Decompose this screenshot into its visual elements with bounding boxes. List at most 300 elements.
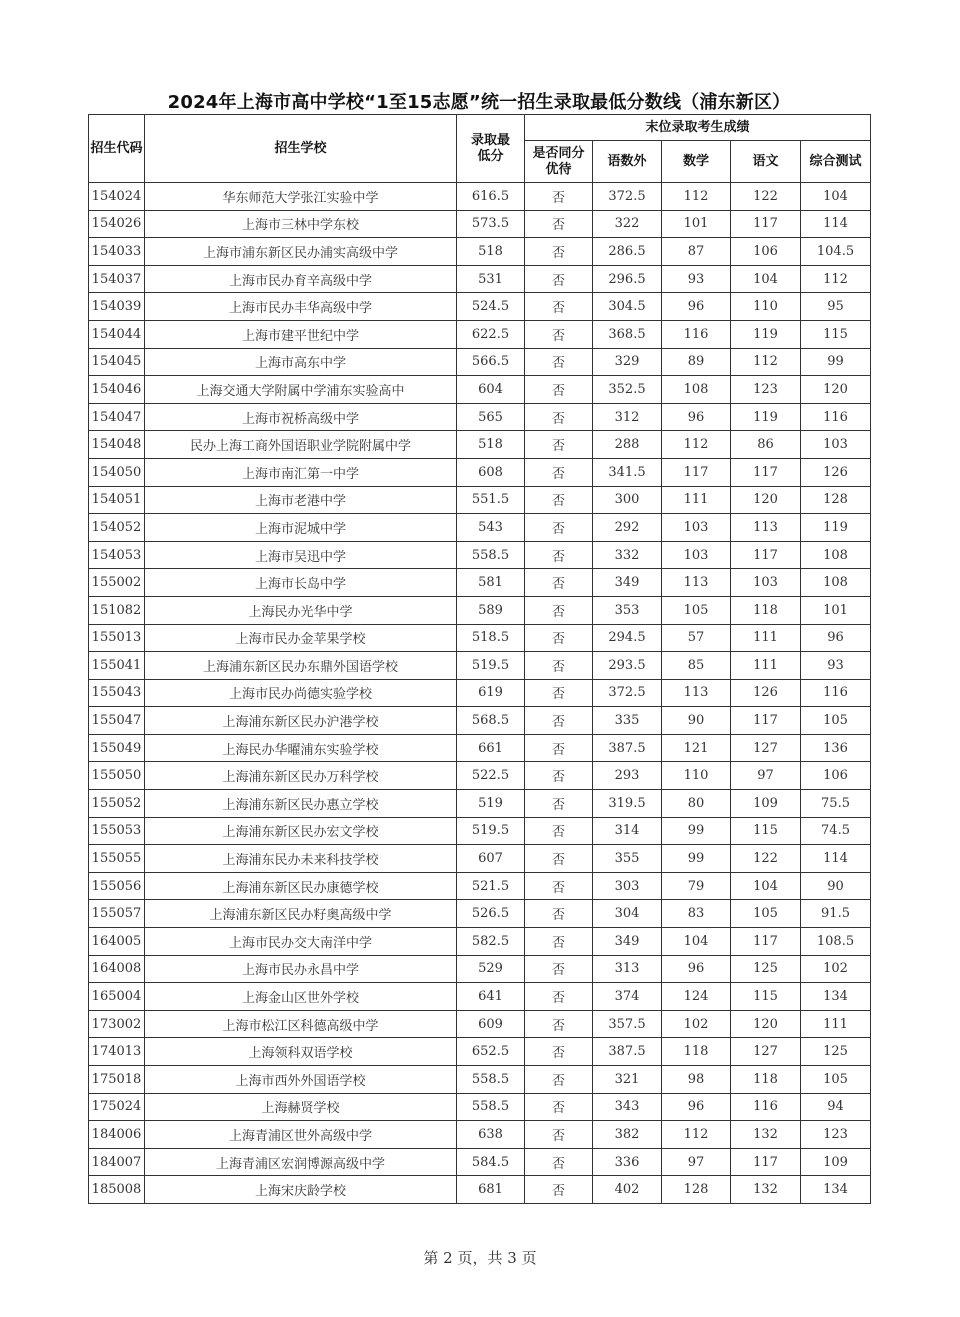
cell-code: 175024: [89, 1093, 145, 1121]
cell-composite: 96: [801, 624, 871, 652]
cell-school: 上海市长岛中学: [145, 569, 457, 597]
cell-code: 184007: [89, 1148, 145, 1176]
cell-same-priority: 否: [525, 1038, 593, 1066]
cell-min-score: 568.5: [457, 707, 525, 735]
cell-composite: 112: [801, 265, 871, 293]
cell-math: 128: [662, 1176, 731, 1204]
cell-code: 154037: [89, 265, 145, 293]
cell-min-score: 641: [457, 983, 525, 1011]
cell-chinese: 123: [731, 376, 801, 404]
cell-math: 89: [662, 348, 731, 376]
cell-school: 上海市南汇第一中学: [145, 458, 457, 486]
cell-school: 上海市祝桥高级中学: [145, 403, 457, 431]
cell-total3: 382: [593, 1121, 662, 1149]
cell-min-score: 573.5: [457, 210, 525, 238]
cell-chinese: 117: [731, 707, 801, 735]
cell-code: 175018: [89, 1066, 145, 1094]
cell-school: 上海赫贤学校: [145, 1093, 457, 1121]
cell-math: 103: [662, 541, 731, 569]
cell-min-score: 531: [457, 265, 525, 293]
cell-same-priority: 否: [525, 1010, 593, 1038]
cell-min-score: 638: [457, 1121, 525, 1149]
cell-total3: 300: [593, 486, 662, 514]
cell-math: 90: [662, 707, 731, 735]
table-row: [89, 596, 871, 624]
cell-school: 上海民办华曜浦东实验学校: [145, 734, 457, 762]
cell-composite: 119: [801, 514, 871, 542]
cell-composite: 94: [801, 1093, 871, 1121]
cell-chinese: 113: [731, 514, 801, 542]
cell-math: 96: [662, 1093, 731, 1121]
cell-same-priority: 否: [525, 872, 593, 900]
cell-school: 上海市民办交大南洋中学: [145, 928, 457, 956]
cell-same-priority: 否: [525, 596, 593, 624]
cell-same-priority: 否: [525, 265, 593, 293]
cell-school: 上海市民办永昌中学: [145, 955, 457, 983]
cell-code: 155052: [89, 790, 145, 818]
cell-min-score: 616.5: [457, 183, 525, 211]
cell-math: 112: [662, 431, 731, 459]
cell-same-priority: 否: [525, 1176, 593, 1204]
cell-composite: 134: [801, 1176, 871, 1204]
cell-min-score: 524.5: [457, 293, 525, 321]
table-row: [89, 817, 871, 845]
cell-same-priority: 否: [525, 569, 593, 597]
cell-min-score: 558.5: [457, 1066, 525, 1094]
cell-chinese: 118: [731, 1066, 801, 1094]
cell-chinese: 106: [731, 238, 801, 266]
cell-composite: 74.5: [801, 817, 871, 845]
cell-total3: 296.5: [593, 265, 662, 293]
cell-min-score: 518.5: [457, 624, 525, 652]
cell-total3: 303: [593, 872, 662, 900]
cell-total3: 329: [593, 348, 662, 376]
cell-math: 99: [662, 817, 731, 845]
cell-school: 上海市民办育辛高级中学: [145, 265, 457, 293]
cell-code: 155043: [89, 679, 145, 707]
cell-math: 102: [662, 1010, 731, 1038]
cell-chinese: 117: [731, 541, 801, 569]
cell-composite: 134: [801, 983, 871, 1011]
cell-school: 上海市泥城中学: [145, 514, 457, 542]
cell-math: 121: [662, 734, 731, 762]
cell-min-score: 551.5: [457, 486, 525, 514]
cell-same-priority: 否: [525, 983, 593, 1011]
cell-same-priority: 否: [525, 348, 593, 376]
cell-school: 上海浦东新区民办康德学校: [145, 872, 457, 900]
cell-math: 111: [662, 486, 731, 514]
table-row: [89, 679, 871, 707]
cell-composite: 101: [801, 596, 871, 624]
table-row: [89, 293, 871, 321]
table-row: [89, 569, 871, 597]
cell-school: 上海浦东新区民办东鼎外国语学校: [145, 652, 457, 680]
header-composite: 综合测试: [801, 141, 871, 183]
cell-school: 上海青浦区世外高级中学: [145, 1121, 457, 1149]
cell-school: 上海市西外外国语学校: [145, 1066, 457, 1094]
table-row: [89, 790, 871, 818]
cell-composite: 103: [801, 431, 871, 459]
header-same-priority: 是否同分优待: [525, 141, 593, 183]
cell-min-score: 558.5: [457, 541, 525, 569]
cell-code: 155057: [89, 900, 145, 928]
table-row: [89, 955, 871, 983]
cell-same-priority: 否: [525, 734, 593, 762]
cell-code: 154024: [89, 183, 145, 211]
cell-composite: 115: [801, 320, 871, 348]
cell-school: 上海市松江区科德高级中学: [145, 1010, 457, 1038]
cell-school: 上海浦东新区民办籽奥高级中学: [145, 900, 457, 928]
table-row: [89, 624, 871, 652]
cell-composite: 93: [801, 652, 871, 680]
cell-school: 上海市高东中学: [145, 348, 457, 376]
cell-composite: 114: [801, 210, 871, 238]
cell-total3: 335: [593, 707, 662, 735]
cell-composite: 123: [801, 1121, 871, 1149]
cell-composite: 106: [801, 762, 871, 790]
cell-math: 96: [662, 403, 731, 431]
cell-same-priority: 否: [525, 514, 593, 542]
cell-school: 上海市建平世纪中学: [145, 320, 457, 348]
cell-math: 99: [662, 845, 731, 873]
cell-min-score: 608: [457, 458, 525, 486]
cell-same-priority: 否: [525, 210, 593, 238]
cell-code: 164005: [89, 928, 145, 956]
cell-school: 上海市老港中学: [145, 486, 457, 514]
table-row: [89, 1148, 871, 1176]
cell-code: 185008: [89, 1176, 145, 1204]
table-row: [89, 376, 871, 404]
table-row: [89, 845, 871, 873]
table-row: [89, 238, 871, 266]
cell-code: 173002: [89, 1010, 145, 1038]
cell-min-score: 518: [457, 431, 525, 459]
cell-total3: 343: [593, 1093, 662, 1121]
cell-total3: 332: [593, 541, 662, 569]
cell-school: 上海交通大学附属中学浦东实验高中: [145, 376, 457, 404]
cell-total3: 321: [593, 1066, 662, 1094]
cell-min-score: 604: [457, 376, 525, 404]
cell-school: 上海领科双语学校: [145, 1038, 457, 1066]
cell-code: 154048: [89, 431, 145, 459]
cell-total3: 312: [593, 403, 662, 431]
cell-composite: 136: [801, 734, 871, 762]
cell-school: 上海市民办丰华高级中学: [145, 293, 457, 321]
cell-math: 117: [662, 458, 731, 486]
header-math: 数学: [662, 141, 731, 183]
cell-code: 155049: [89, 734, 145, 762]
cell-total3: 288: [593, 431, 662, 459]
cell-composite: 116: [801, 403, 871, 431]
header-min-score: 录取最低分: [457, 115, 525, 183]
cell-chinese: 126: [731, 679, 801, 707]
cell-composite: 75.5: [801, 790, 871, 818]
cell-composite: 108: [801, 569, 871, 597]
cell-chinese: 111: [731, 652, 801, 680]
cell-chinese: 97: [731, 762, 801, 790]
cell-code: 155002: [89, 569, 145, 597]
cell-code: 155056: [89, 872, 145, 900]
cell-code: 154044: [89, 320, 145, 348]
cell-same-priority: 否: [525, 376, 593, 404]
cell-total3: 286.5: [593, 238, 662, 266]
cell-code: 154047: [89, 403, 145, 431]
cell-school: 上海金山区世外学校: [145, 983, 457, 1011]
cell-chinese: 119: [731, 320, 801, 348]
cell-min-score: 518: [457, 238, 525, 266]
table-row: [89, 734, 871, 762]
cell-code: 155013: [89, 624, 145, 652]
cell-school: 上海浦东民办未来科技学校: [145, 845, 457, 873]
cell-chinese: 110: [731, 293, 801, 321]
cell-same-priority: 否: [525, 790, 593, 818]
cell-min-score: 607: [457, 845, 525, 873]
cell-chinese: 119: [731, 403, 801, 431]
cell-chinese: 111: [731, 624, 801, 652]
cell-min-score: 619: [457, 679, 525, 707]
header-total3: 语数外: [593, 141, 662, 183]
cell-chinese: 118: [731, 596, 801, 624]
header-school: 招生学校: [145, 115, 457, 183]
cell-min-score: 526.5: [457, 900, 525, 928]
cell-math: 104: [662, 928, 731, 956]
cell-total3: 341.5: [593, 458, 662, 486]
cell-composite: 90: [801, 872, 871, 900]
cell-chinese: 117: [731, 928, 801, 956]
cell-chinese: 117: [731, 458, 801, 486]
cell-composite: 102: [801, 955, 871, 983]
table-row: [89, 1176, 871, 1204]
cell-total3: 353: [593, 596, 662, 624]
cell-same-priority: 否: [525, 652, 593, 680]
cell-min-score: 681: [457, 1176, 525, 1204]
cell-chinese: 120: [731, 1010, 801, 1038]
cell-same-priority: 否: [525, 458, 593, 486]
cell-code: 151082: [89, 596, 145, 624]
cell-math: 108: [662, 376, 731, 404]
table-row: [89, 210, 871, 238]
table-row: [89, 652, 871, 680]
cell-chinese: 132: [731, 1121, 801, 1149]
cell-min-score: 652.5: [457, 1038, 525, 1066]
cell-chinese: 122: [731, 183, 801, 211]
cell-total3: 313: [593, 955, 662, 983]
cell-same-priority: 否: [525, 845, 593, 873]
cell-same-priority: 否: [525, 1121, 593, 1149]
cell-total3: 374: [593, 983, 662, 1011]
cell-composite: 108.5: [801, 928, 871, 956]
cell-min-score: 581: [457, 569, 525, 597]
cell-same-priority: 否: [525, 1066, 593, 1094]
cell-math: 103: [662, 514, 731, 542]
cell-min-score: 558.5: [457, 1093, 525, 1121]
cell-chinese: 115: [731, 983, 801, 1011]
cell-math: 87: [662, 238, 731, 266]
cell-composite: 114: [801, 845, 871, 873]
cell-total3: 294.5: [593, 624, 662, 652]
header-code: 招生代码: [89, 115, 145, 183]
table-row: [89, 872, 871, 900]
cell-min-score: 566.5: [457, 348, 525, 376]
cell-chinese: 115: [731, 817, 801, 845]
cell-same-priority: 否: [525, 707, 593, 735]
cell-total3: 304.5: [593, 293, 662, 321]
cell-math: 57: [662, 624, 731, 652]
cell-code: 165004: [89, 983, 145, 1011]
cell-min-score: 519.5: [457, 652, 525, 680]
cell-school: 上海民办光华中学: [145, 596, 457, 624]
cell-total3: 387.5: [593, 1038, 662, 1066]
cell-math: 101: [662, 210, 731, 238]
cell-composite: 125: [801, 1038, 871, 1066]
cell-code: 184006: [89, 1121, 145, 1149]
cell-math: 113: [662, 679, 731, 707]
cell-same-priority: 否: [525, 293, 593, 321]
cell-math: 96: [662, 293, 731, 321]
cell-same-priority: 否: [525, 817, 593, 845]
cell-min-score: 609: [457, 1010, 525, 1038]
cell-chinese: 103: [731, 569, 801, 597]
cell-math: 124: [662, 983, 731, 1011]
cell-math: 118: [662, 1038, 731, 1066]
table-body: [89, 183, 871, 1204]
cell-composite: 95: [801, 293, 871, 321]
cell-composite: 104.5: [801, 238, 871, 266]
cell-min-score: 519.5: [457, 817, 525, 845]
cell-composite: 116: [801, 679, 871, 707]
cell-composite: 128: [801, 486, 871, 514]
cell-composite: 105: [801, 1066, 871, 1094]
page-title: 2024年上海市高中学校“1至15志愿”统一招生录取最低分数线（浦东新区）: [167, 92, 791, 113]
cell-math: 97: [662, 1148, 731, 1176]
cell-same-priority: 否: [525, 183, 593, 211]
cell-same-priority: 否: [525, 541, 593, 569]
cell-school: 民办上海工商外国语职业学院附属中学: [145, 431, 457, 459]
cell-math: 112: [662, 183, 731, 211]
cell-same-priority: 否: [525, 431, 593, 459]
table-row: [89, 1066, 871, 1094]
cell-min-score: 589: [457, 596, 525, 624]
cell-chinese: 117: [731, 210, 801, 238]
cell-total3: 292: [593, 514, 662, 542]
cell-math: 116: [662, 320, 731, 348]
cell-same-priority: 否: [525, 403, 593, 431]
cell-school: 上海浦东新区民办沪港学校: [145, 707, 457, 735]
cell-code: 155047: [89, 707, 145, 735]
cell-chinese: 127: [731, 734, 801, 762]
cell-min-score: 565: [457, 403, 525, 431]
cell-min-score: 522.5: [457, 762, 525, 790]
cell-chinese: 109: [731, 790, 801, 818]
cell-chinese: 132: [731, 1176, 801, 1204]
admission-score-table: [88, 114, 871, 1204]
cell-min-score: 584.5: [457, 1148, 525, 1176]
cell-math: 93: [662, 265, 731, 293]
cell-composite: 104: [801, 183, 871, 211]
cell-composite: 109: [801, 1148, 871, 1176]
cell-same-priority: 否: [525, 900, 593, 928]
table-row: [89, 928, 871, 956]
cell-total3: 293: [593, 762, 662, 790]
table-row: [89, 514, 871, 542]
header-chinese: 语文: [731, 141, 801, 183]
cell-same-priority: 否: [525, 955, 593, 983]
cell-chinese: 127: [731, 1038, 801, 1066]
table-row: [89, 403, 871, 431]
cell-school: 上海市民办金苹果学校: [145, 624, 457, 652]
cell-code: 154053: [89, 541, 145, 569]
cell-composite: 99: [801, 348, 871, 376]
table-row: [89, 183, 871, 211]
cell-chinese: 117: [731, 1148, 801, 1176]
cell-total3: 368.5: [593, 320, 662, 348]
table-row: [89, 900, 871, 928]
cell-total3: 387.5: [593, 734, 662, 762]
cell-composite: 126: [801, 458, 871, 486]
cell-math: 79: [662, 872, 731, 900]
cell-total3: 349: [593, 928, 662, 956]
cell-math: 96: [662, 955, 731, 983]
cell-code: 154046: [89, 376, 145, 404]
cell-same-priority: 否: [525, 1093, 593, 1121]
cell-code: 155055: [89, 845, 145, 873]
cell-total3: 372.5: [593, 679, 662, 707]
cell-school: 上海市吴迅中学: [145, 541, 457, 569]
cell-school: 上海青浦区宏润博源高级中学: [145, 1148, 457, 1176]
cell-chinese: 120: [731, 486, 801, 514]
cell-total3: 322: [593, 210, 662, 238]
header-last-admitted-scores: 末位录取考生成绩: [525, 115, 871, 141]
cell-school: 上海浦东新区民办惠立学校: [145, 790, 457, 818]
cell-code: 174013: [89, 1038, 145, 1066]
cell-chinese: 122: [731, 845, 801, 873]
table-row: [89, 431, 871, 459]
cell-same-priority: 否: [525, 762, 593, 790]
cell-chinese: 105: [731, 900, 801, 928]
cell-chinese: 116: [731, 1093, 801, 1121]
cell-same-priority: 否: [525, 624, 593, 652]
cell-math: 98: [662, 1066, 731, 1094]
cell-code: 154051: [89, 486, 145, 514]
cell-same-priority: 否: [525, 928, 593, 956]
cell-code: 155041: [89, 652, 145, 680]
table-row: [89, 1121, 871, 1149]
cell-same-priority: 否: [525, 238, 593, 266]
cell-code: 154052: [89, 514, 145, 542]
cell-composite: 108: [801, 541, 871, 569]
cell-code: 154039: [89, 293, 145, 321]
cell-math: 85: [662, 652, 731, 680]
cell-total3: 355: [593, 845, 662, 873]
cell-same-priority: 否: [525, 1148, 593, 1176]
cell-min-score: 622.5: [457, 320, 525, 348]
cell-code: 154026: [89, 210, 145, 238]
table-row: [89, 983, 871, 1011]
cell-chinese: 125: [731, 955, 801, 983]
table-row: [89, 762, 871, 790]
cell-min-score: 521.5: [457, 872, 525, 900]
cell-total3: 349: [593, 569, 662, 597]
cell-total3: 352.5: [593, 376, 662, 404]
cell-math: 110: [662, 762, 731, 790]
cell-chinese: 86: [731, 431, 801, 459]
cell-school: 上海宋庆龄学校: [145, 1176, 457, 1204]
cell-code: 155053: [89, 817, 145, 845]
page-footer: 第 2 页，共 3 页: [423, 1249, 537, 1267]
table-row: [89, 348, 871, 376]
cell-school: 上海浦东新区民办万科学校: [145, 762, 457, 790]
cell-math: 105: [662, 596, 731, 624]
